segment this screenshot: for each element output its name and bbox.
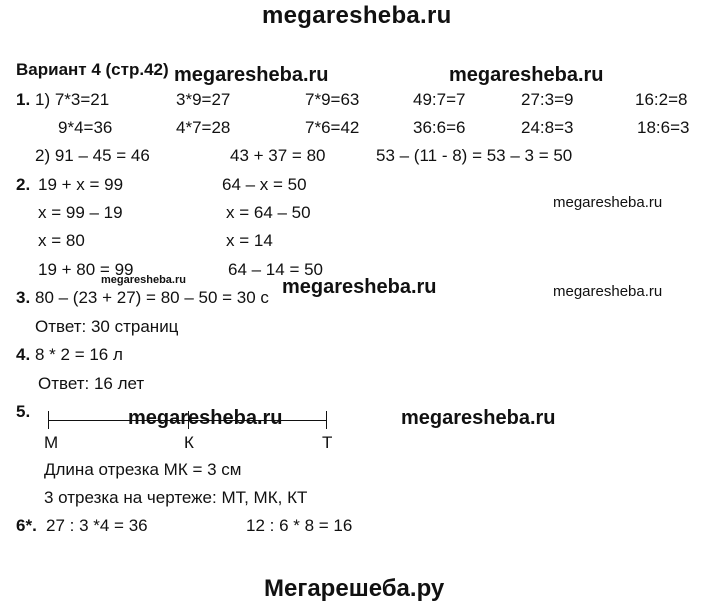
point-label-k: К [184,433,194,452]
watermark: megaresheba.ru [128,407,283,429]
task2-right-line: 64 – x = 50 [222,175,307,194]
point-label-m: М [44,433,59,452]
task2-left-line: 19 + x = 99 [38,175,124,194]
site-footer: Мегарешеба.ру [264,575,445,602]
task1-part2-line: 43 + 37 = 80 [230,146,326,165]
task6-right: 12 : 6 * 8 = 16 [246,516,353,535]
task2-left-line: x = 80 [38,231,85,250]
task2-number: 2. [16,175,31,194]
task1-cell: 3*9=27 [176,90,231,109]
task1-cell: 18:6=3 [637,118,690,137]
task5-count: 3 отрезка на чертеже: МТ, МК, КТ [44,488,308,507]
task1-cell: 49:7=7 [413,90,466,109]
watermark: megaresheba.ru [401,407,556,429]
task3-answer: Ответ: 30 страниц [35,317,179,336]
task1-number: 1. [16,90,31,109]
task1-part2-line: 53 – (11 - 8) = 53 – 3 = 50 [376,146,573,165]
task6-number: 6*. [16,516,37,535]
task1-cell: 9*4=36 [58,118,113,137]
task2-right-line: x = 64 – 50 [226,203,311,222]
watermark: megaresheba.ru [449,64,604,86]
task5-length: Длина отрезка МК = 3 см [44,460,242,479]
task1-cell: 36:6=6 [413,118,466,137]
tick-t [326,411,327,429]
task4-answer: Ответ: 16 лет [38,374,145,393]
tick-m [48,411,49,429]
task3-number: 3. [16,288,31,307]
task1-cell: 27:3=9 [521,90,574,109]
task1-cell: 7*6=42 [305,118,360,137]
task2-right-line: 64 – 14 = 50 [228,260,324,279]
task1-part1-first: 1) 7*3=21 [35,90,110,109]
watermark: megaresheba.ru [553,283,663,300]
variant-title: Вариант 4 (стр.42) [16,60,169,79]
site-header: megaresheba.ru [262,2,452,29]
task1-cell: 24:8=3 [521,118,574,137]
task1-part2-line: 2) 91 – 45 = 46 [35,146,150,165]
task2-left-line: 19 + 80 = 99 [38,260,134,279]
task4-line: 8 * 2 = 16 л [35,345,123,364]
task2-right-line: x = 14 [226,231,273,250]
task5-number: 5. [16,402,31,421]
watermark: megaresheba.ru [282,276,437,298]
watermark: megaresheba.ru [101,274,186,286]
point-label-t: Т [322,433,333,452]
task2-left-line: x = 99 – 19 [38,203,123,222]
task3-line: 80 – (23 + 27) = 80 – 50 = 30 с [35,288,269,307]
watermark: megaresheba.ru [174,64,329,86]
task1-cell: 16:2=8 [635,90,688,109]
task1-cell: 4*7=28 [176,118,231,137]
task4-number: 4. [16,345,31,364]
watermark: megaresheba.ru [553,194,663,211]
task1-cell: 7*9=63 [305,90,360,109]
task6-left: 27 : 3 *4 = 36 [46,516,148,535]
